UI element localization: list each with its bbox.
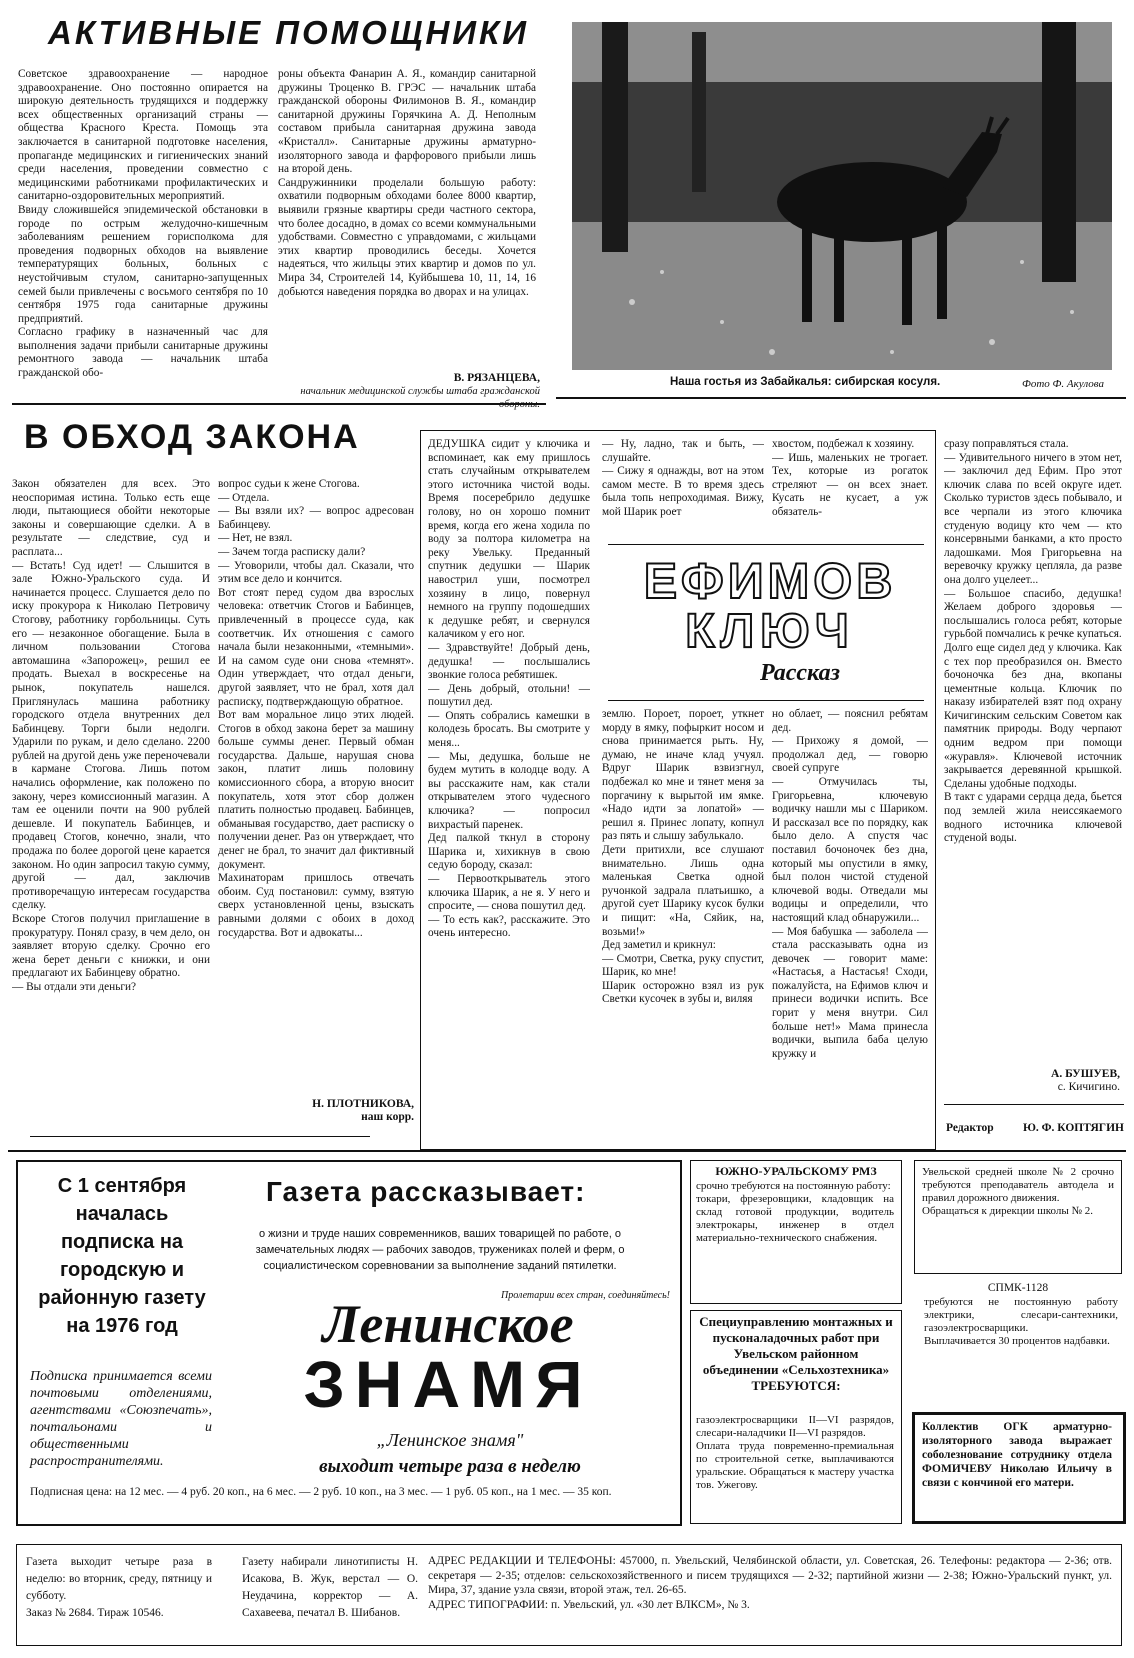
ad-rmz-body: срочно требуются на постоянную работу: токари, фрезеровщики, кладовщик на склад готовой продукции, водитель электрокары, инженер в отдел материально-технического снабжения.	[696, 1180, 894, 1244]
editor-name: Ю. Ф. КОПТЯГИН	[1022, 1122, 1124, 1134]
footer-col3: АДРЕС РЕДАКЦИИ И ТЕЛЕФОНЫ: 457000, п. Увельский, Челябинской области, ул. Советская, 26. Телефоны: редактора — 2-36; отв. секретаря — 2-35; отделов: сельскохозяйственного и писем трудящихся — 2-32; партийной жизни — 2-38; Южно-Уральский пункт, ул. Мира, 37, здание узла связи, второй этаж, тел. 26-65. АДРЕС ТИПОГРАФИИ: п. Увельский, ул. «30 лет ВЛКСМ», № 3.	[428, 1555, 1112, 1611]
divider-under-photo	[556, 397, 1126, 399]
story-body-efimov-col4: сразу поправляться стала. — Удивительного ничего в этом нет, — заключил дед Ефим. Про этот ключик слава по всей округе идет. Сколько туристов здесь побывало, и все черпали из этого ключика студеную водицу кто чем — кто консервными банками, а кто просто ладошками. Моя Григорьевна на веревочку кружку цепляла, да разве она долго уцелеет... — Большое спасибо, дедушка! Желаем доброго здоровья — послышались голоса ребят, которые гурьбой помчались к речке купаться. Долго еще сидел дед у ключика. Как с тех пор преобразился он. Вместо бочоночка без дна, вкопаны цементные кольца. Ключик по наказу избирателей взят под охрану Кичигинским сельским Советом как памятник природы. Воду черпают одним ведром при помощи «журавля». Ключевой источник закрывается деревянной крышкой. Сделаны удобные подходы. В такт с ударами сердца деда, бьется под землей жила неиссякаемого водного источника ключевой студеной воды.	[944, 438, 1122, 845]
divider-main-bottom	[8, 1150, 1126, 1152]
divider-top-left	[12, 403, 546, 405]
divider-editor-top	[944, 1104, 1124, 1105]
signature-name-plotnikova: Н. ПЛОТНИКОВА,	[312, 1098, 414, 1110]
roe-deer-photo-image	[572, 22, 1112, 370]
story-body-efimov-col2-bottom: землю. Порoет, порoет, уткнет морду в ямку, пофыркит носом и снова принимается рыть. Ну, думаю, не иначе клад учуял. Вдруг Шарик взвизгнул, подбежал ко мне и тянет меня за поргачину к вырытой им ямке. «Надо идти за лопатой» — решил я. Принес лопату, копнул раз пять и слышу забулькало. Дети притихли, все слушают внимательно. Лишь одна маленькая Светка одной ручонкой задрала платьишко, а другой сует Шарику кусок булки и пищит: «На, Сяйик, на, возьми!» Дед заметил и крикнул: — Смотри, Светка, руку спустит, Шарик, ко мне! Шарик осторожно взял из рук Светки кусочек в зубы и, виляя	[602, 708, 764, 1006]
ad-rmz-title: ЮЖНО-УРАЛЬСКОМУ РМЗ	[715, 1164, 877, 1178]
divider-efimov-title-bottom	[608, 700, 924, 701]
story-subtitle-efimov: Рассказ	[760, 660, 840, 686]
signature-name-bushuev: А. БУШУЕВ,	[1051, 1068, 1120, 1080]
gazeta-logo-line2: ЗНАМЯ	[303, 1347, 593, 1421]
signature-role: начальник медицинской службы штаба гражданской	[300, 386, 540, 397]
signature-ryazantseva	[278, 372, 540, 411]
photo-caption: Наша гостья из Забайкалья: сибирская косуля.	[670, 376, 941, 388]
signature-bushuev	[944, 1068, 1120, 1094]
subscription-heading: С 1 сентября началась подписка на городскую и районную газету на 1976 год	[38, 1175, 206, 1337]
gazeta-body: о жизни и труде наших современников, ваших товарищей по работе, о замечательных людях — рабочих заводов, тружениках полей и ферм, о социалистическом соревновании за выполнение заданий пятилетки.	[255, 1228, 625, 1272]
story-body-efimov-col2-top: — Ну, ладно, так и быть, — слушайте. — Сижу я однажды, вот на этом самом месте. В то время здесь была топь непроходимая. Вижу, мой Шарик роет	[602, 438, 764, 518]
photo-roe-deer	[572, 22, 1112, 370]
subscription-note: Подписка принимается всеми почтовыми отделениями, агентствами «Союзпечать», почтальонами и общественными распространителями.	[30, 1369, 212, 1469]
footer-col2: Газету набирали линотиписты Н. Исакова, В. Жук, верстал — О. Неудачина, корректор — А. Сахавеева, печатал В. Шибанов.	[242, 1556, 418, 1619]
ad-spmk-title: СПМК-1128	[987, 1282, 1049, 1294]
ad-spmk-body: требуются не постоянную работу электрики, слесари-сантехники, газоэлектросварщики. Выплачивается 30 процентов надбавки.	[924, 1296, 1118, 1347]
editor-line	[946, 1122, 1124, 1134]
story-body-efimov-col3-bottom: но облает, — пояснил ребятам дед. — Прихожу я домой, — продолжал дед, — говорю своей супруге — Отмучилась ты, Григорьевна, ключевую водичку нашли мы с Шариком. И рассказал все по порядку, как было дело. А спустя час поставил бочоночек без дна, который мы опустили в ямку, был полон чистой студеной ключевой воды. Отведали мы водицы и определили, что настоящий клад обнаружили... — Моя бабушка — заболела — стала рассказывать одна из девочек — говорит маме: «Настасья, а Настасья! Сходи, пожалуйста, на Ефимов ключ и принеси водички испить. Все горит у меня внутри. Сил больше нет!» Мама принесла водички, выпила баба целую кружку и	[772, 708, 928, 1060]
article-body-zakon-col1: Закон обязателен для всех. Это неоспоримая истина. Только есть еще люди, пытающиеся обойти некоторые законы и совершающие сделки. А в результате — следствие, суд и расплата... — Встать! Суд идет! — Слышится в зале Южно-Уральского суда. И начинается процесс. Слушается дело по иску прокурора к Николаю Петровичу Стогову, работнику горбольницы. Суть его — незаконное обогащение. Была в личном пользовании Стогова автомашина «Запорожец», решил ее продать. Выехал в воскресенье на рынок, покупатель нашелся. Приглянулась машина работнику городского отдела внутренних дел Бабинцеву. Торги были недолги. Ударили по рукам, и дело сделано. 2200 рублей на другой день уже переночевали в кармане Стогова. Лишь потом начались оформление, как положено по закону, через комиссионный магазин. А там ее оценили почти на 900 рублей дешевле. И покупатель Бабинцев, и продавец Стогов, конечно, знали, что продажа по более дорогой цене карается законом. Но один запросил такую сумму, другой — дал, заключив противоречащую интересам государства сделку. Вскоре Стогов получил приглашение в прокуратуру. Понял сразу, в чем дело, он заявляет вторую сделку. Срочно его жена берет деньги с книжки, и они предлагают их Бабинцеву обратно. — Вы отдали эти деньги?	[12, 478, 210, 993]
divider-efimov-title-top	[608, 544, 924, 545]
gazeta-quote: „Ленинское знамя"	[376, 1430, 524, 1450]
ad-specu-body: газоэлектросварщики II—VI разрядов, слесари-наладчики II—VI разрядов. Оплата труда повременно-премиальная по строительной сетке, выплачиваются уральские. Обращаться к мастеру участка тов. Ужегову.	[696, 1414, 894, 1491]
article-title-zakon: В ОБХОД ЗАКОНА	[24, 418, 360, 456]
gazeta-title: Газета рассказывает:	[266, 1176, 586, 1207]
story-title-efimov-line1: ЕФИМОВ	[643, 553, 897, 609]
story-body-efimov-col1: ДЕДУШКА сидит у ключика и вспоминает, как ему пришлось стать случайным открывателем этого источника чистой воды. Время посеребрило дедушке голову, но он хорошо помнит время, когда его жена ходила по воду за полтора километра на реку Увельку. Преданный спутник дедушки — Шарик навострил уши, посмотрел хозяину в лицо, повернул немного на группу подошедших к дедушке ребят, и свернулся калачиком у его ног. — Здравствуйте! Добрый день, дедушка! — послышались звонкие голоса ребятишек. — День добрый, отольни! — пошутил дед. — Опять собрались камешки в колодезь бросать. Вы смотрите у меня... — Мы, дедушка, больше не будем мутить в колодце воду. А вы расскажите нам, как стали открывателем этого чудесного ключика? — попросил вихрастый паренек. Дед палкой ткнул в сторону Шарика и, хихикнув в свою седую бороду, сказал: — Первооткрыватель этого ключика Шарик, а не я. У него и спросите, — снова пошутил дед. — То есть как?, расскажите. Это очень интересно.	[428, 438, 590, 940]
ad-school-body: Увельской средней школе № 2 срочно требуются преподаватель автодела и правил дорожного движения. Обращаться к дирекции школы № 2.	[922, 1166, 1114, 1217]
editor-label: Редактор	[946, 1122, 994, 1134]
ad-specu-title: Специуправлению монтажных и пусконаладочных работ при Увельском районном объединении «Сельхозтехника» ТРЕБУЮТСЯ:	[699, 1314, 893, 1393]
article-body-aktivnye-col2: роны объекта Фанарин А. Я., командир санитарной дружины Троценко В. ГРЭС — начальник штаба гражданской обороны Филимонов В. Я., командир санитарной дружины Горячкина А. Д. Неполным составом прибыла санитарная дружина завода «Кристалл». Санитарные дружины арматурно-изоляторного завода и фарфорового прибыли лишь на второй день. Сандружинники проделали большую работу: охватили подворным обходами более 8000 квартир, выявили грязные квартиры среди частного сектора, что более досадно, в домах со всеми коммунальными удобствами. Совместно с управдомами, с жильцами этих квартир проводились беседы. Хочется надеяться, что жильцы этих квартир и домов по ул. Мира 34, Строителей 14, Куйбышева 10, 11, 14, 16 добьются наведения порядка во дворах и на улицах.	[278, 68, 536, 298]
gazeta-price: Подписная цена: на 12 мес. — 4 руб. 20 коп., на 6 мес. — 2 руб. 10 коп., на 3 мес. — 1 руб. 05 коп., на 1 мес. — 35 коп.	[30, 1486, 612, 1498]
condolence-text: Коллектив ОГК арматурно-изоляторного завода выражает соболезнование сотруднику отдела ФОМИЧЕВУ Николаю Ильичу в связи с кончиной его матери.	[922, 1421, 1112, 1489]
photo-credit: Фото Ф. Акулова	[1022, 378, 1104, 390]
divider-zakon-bottom	[30, 1136, 370, 1137]
story-body-efimov-col3-top: хвостом, подбежал к хозяину. — Ишь, маленьких не трогает. Тех, которые из рогаток стреляют — он всех знает. Кусать не кусает, а уж обязатель-	[772, 438, 928, 518]
footer-col1: Газета выходит четыре раза в неделю: во вторник, среду, пятницу и субботу. Заказ № 2684. Тираж 10546.	[26, 1556, 212, 1619]
signature-plotnikova	[218, 1098, 414, 1124]
signature-role-plotnikova: наш корр.	[361, 1111, 414, 1123]
signature-name: В. РЯЗАНЦЕВА,	[453, 372, 540, 384]
article-body-aktivnye-col1: Советское здравоохранение — народное здравоохранение. Оно постоянно опирается на широкую деятельность трудящихся и поддержку всех общественных организаций страны — общества Красного Креста. Помощь эта заключается в санитарной подготовке населения, пропаганде медицинских и гигиенических знаний среди населения, проведении совместно с медицинскими работниками профилактических и санитарно-оздоровительных мероприятий. Ввиду сложившейся эпидемической обстановки в городе по острым желудочно-кишечным заболеваниям решением горисполкома для проведения подворных обходов на выявление температурящих больных, больных с неустойчивым стулом, санитарно-запущенных семей были привлечены с восьмого сентября по 10 сентября 1975 года санитарные дружины предприятий. Согласно графику в назначенный час для выполнения задачи прибыли санитарные дружины ремонтного завода — начальник штаба гражданской обо-	[18, 68, 268, 380]
gazeta-frequency: выходит четыре раза в неделю	[319, 1456, 581, 1477]
article-body-zakon-col2: вопрос судьи к жене Стогова. — Отдела. — Вы взяли их? — вопрос адресован Бабинцеву. — Нет, не взял. — Зачем тогда расписку дали? — Уговорили, чтобы дал. Сказали, что этим все дело и кончится. Вот стоят перед судом два взрослых человека: ответчик Стогов и Бабинцев, привлеченный в процессе суда, как соответчик. Их отношения с самого начала были незаконными, «темными». И на самом суде они снова «темнят». Один утверждает, что отдал деньги, другой заявляет, что не брал, хотя дал расписку, подтверждающую обратное. Вот вам моральное лицо этих людей. Стогов в обход закона берет за машину больше суммы денег. Первый обман государства. Дальше, нарушая снова закон, платит лишь половину комиссионного сбора, а вторую вносит покупатель, хотя этот сбор должен платить полностью продавец. Бабинцев, обманывая государство, дает расписку о получении денег. Раз он утверждает, что денег не брал, то значит дал фиктивный документ. Махинаторам пришлось отвечать обоим. Суд постановил: сумму, взятую сверх установленной цены, взыскать равными долями с обоих в доход государства. Вот и адвокаты...	[218, 478, 414, 939]
story-title-efimov-line2: КЛЮЧ	[685, 605, 855, 658]
signature-place-bushuev: с. Кичигино.	[1057, 1081, 1120, 1093]
gazeta-logo-line1: Ленинское	[322, 1294, 574, 1354]
article-title-aktivnye: АКТИВНЫЕ ПОМОЩНИКИ	[48, 14, 530, 51]
gazeta-proletarians: Пролетарии всех стран, соединяйтесь!	[500, 1290, 670, 1301]
